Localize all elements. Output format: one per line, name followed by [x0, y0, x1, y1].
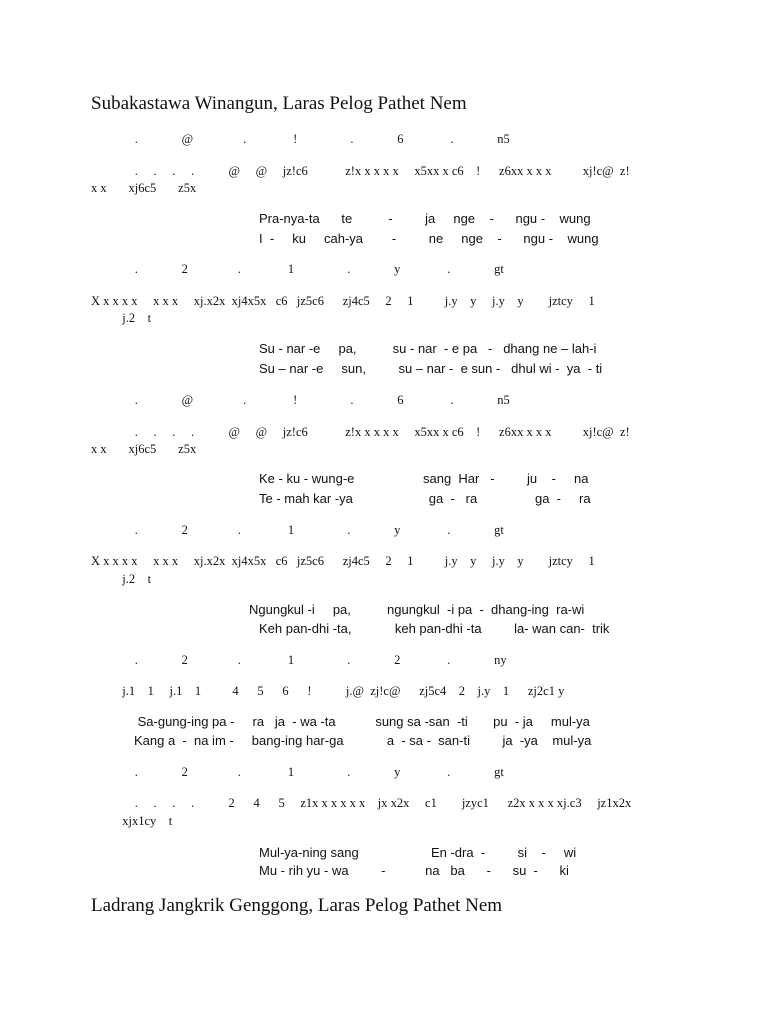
- lyric-line: Kang a - na im - bang-ing har-ga a - sa - san-ti ja -ya mul-ya: [134, 733, 592, 748]
- notation-line: x x xj6c5 z5x: [91, 442, 197, 456]
- notation-line: xjx1cy t: [91, 814, 173, 828]
- lyric-line: Mu - rih yu - wa - na ba - su - ki: [259, 863, 569, 878]
- notation-line: . . . . 2 4 5 z1x x x x x x jx x2x c1 jzyc1 z2x x x x xj.c3 jz1x2x: [91, 796, 632, 810]
- song-title-1: Subakastawa Winangun, Laras Pelog Pathet Nem: [91, 93, 467, 114]
- notation-line: j.1 1 j.1 1 4 5 6 ! j.@ zj!c@ zj5c4 2 j.y 1 zj2c1 y: [91, 684, 565, 698]
- balungan-line: . 2 . 1 . y . gt: [91, 262, 504, 276]
- notation-line: j.2 t: [91, 572, 152, 586]
- lyric-line: Su - nar -e pa, su - nar - e pa - dhang ne – lah-i: [259, 341, 597, 356]
- notation-line: . . . . @ @ jz!c6 z!x x x x x x5xx x c6 ! z6xx x x x xj!c@ z!: [91, 425, 630, 439]
- balungan-line: . 2 . 1 . y . gt: [91, 523, 504, 537]
- lyric-line: I - ku cah-ya - ne nge - ngu - wung: [259, 231, 599, 246]
- notation-line: . . . . @ @ jz!c6 z!x x x x x x5xx x c6 ! z6xx x x x xj!c@ z!: [91, 164, 630, 178]
- song-title-2: Ladrang Jangkrik Genggong, Laras Pelog Pathet Nem: [91, 895, 503, 916]
- balungan-line: . 2 . 1 . y . gt: [91, 765, 504, 779]
- balungan-line: . 2 . 1 . 2 . ny: [91, 653, 507, 667]
- notation-line: X x x x x x x x xj.x2x xj4x5x c6 jz5c6 zj4c5 2 1 j.y y j.y y jztcy 1: [91, 554, 595, 568]
- lyric-line: Sa-gung-ing pa - ra ja - wa -ta sung sa -san -ti pu - ja mul-ya: [134, 714, 590, 729]
- lyric-line: Mul-ya-ning sang En -dra - si - wi: [259, 845, 577, 860]
- notation-line: j.2 t: [91, 311, 152, 325]
- notation-line: x x xj6c5 z5x: [91, 181, 197, 195]
- lyric-line: Keh pan-dhi -ta, keh pan-dhi -ta la- wan can- trik: [259, 621, 610, 636]
- balungan-line: . @ . ! . 6 . n5: [91, 132, 510, 146]
- notation-line: X x x x x x x x xj.x2x xj4x5x c6 jz5c6 zj4c5 2 1 j.y y j.y y jztcy 1: [91, 294, 595, 308]
- lyric-line: Te - mah kar -ya ga - ra ga - ra: [259, 491, 591, 506]
- lyric-line: Ke - ku - wung-e sang Har - ju - na: [259, 471, 589, 486]
- balungan-line: . @ . ! . 6 . n5: [91, 393, 510, 407]
- lyric-line: Pra-nya-ta te - ja nge - ngu - wung: [259, 211, 591, 226]
- lyric-line: Ngungkul -i pa, ngungkul -i pa - dhang-ing ra-wi: [249, 602, 585, 617]
- lyric-line: Su – nar -e sun, su – nar - e sun - dhul wi - ya - ti: [259, 361, 603, 376]
